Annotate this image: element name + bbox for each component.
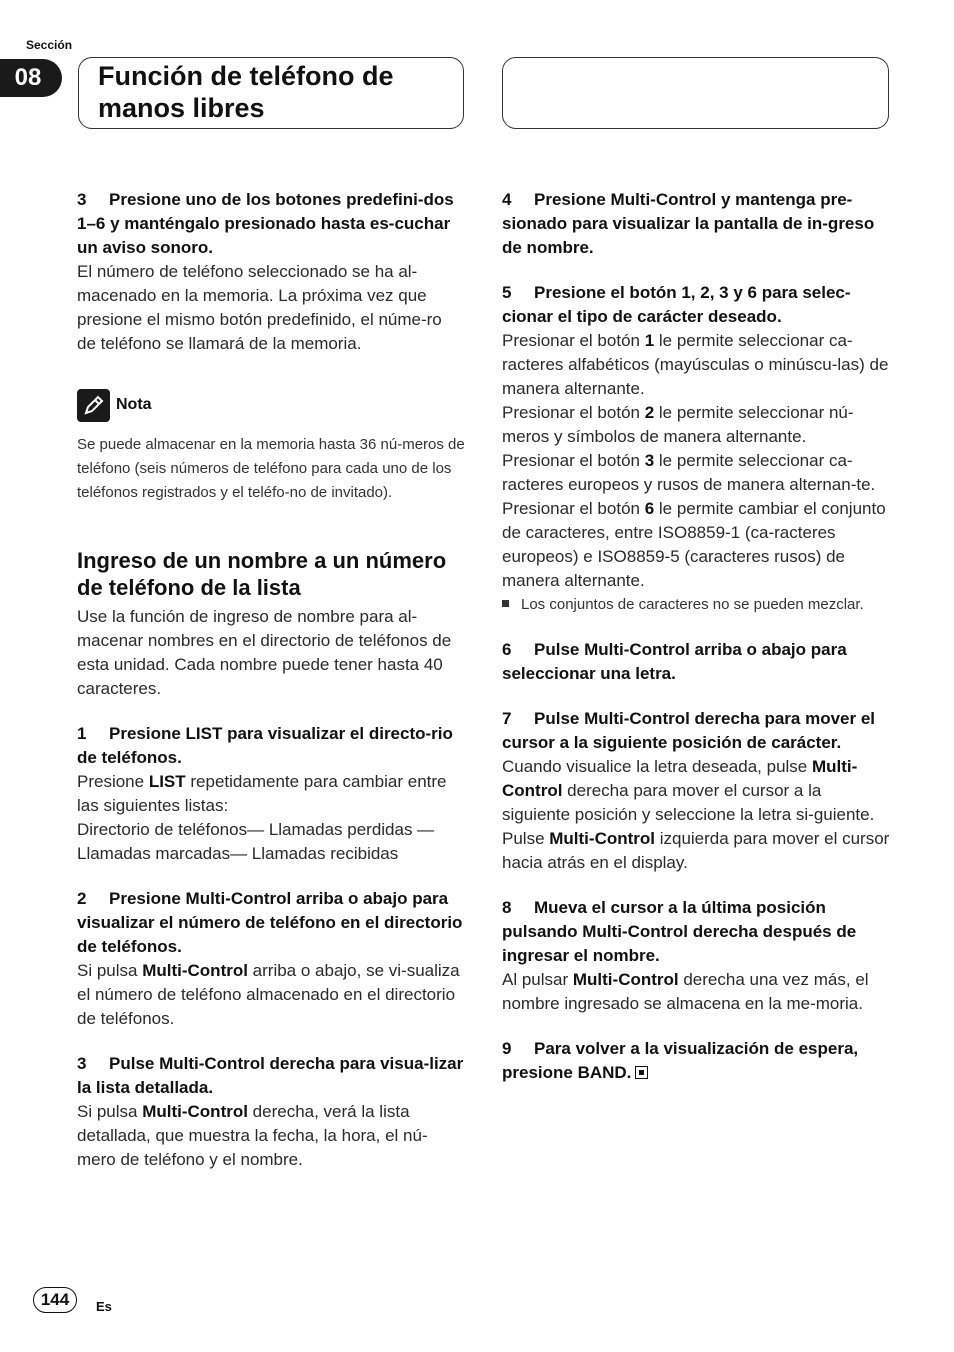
step-body: Si pulsa Multi-Control derecha, verá la lista detallada, que muestra la fecha, la hora, el nú-mero de teléfono y el nombre. <box>77 1102 428 1169</box>
bullet-square-icon <box>502 600 509 607</box>
step-heading-text: Mueva el cursor a la última posición pulsando Multi-Control derecha después de ingresar el nombre. <box>502 898 857 965</box>
step-body: Si pulsa Multi-Control arriba o abajo, se vi-sualiza el número de teléfono almacenado en el directorio de teléfonos. <box>77 961 460 1028</box>
step-number: 3 <box>77 1054 87 1073</box>
end-of-section-icon <box>635 1066 648 1079</box>
step-heading <box>502 281 890 329</box>
step-body: Al pulsar Multi-Control derecha una vez más, el nombre ingresado se almacena en la me-moria. <box>502 970 869 1013</box>
bullet-note: Los conjuntos de caracteres no se pueden mezclar. <box>502 593 890 617</box>
step-body: Presionar el botón 2 le permite seleccionar nú-meros y símbolos de manera alternante. <box>502 403 854 446</box>
step-number: 5 <box>502 283 512 302</box>
step-heading-text: Presione uno de los botones predefini-dos 1–6 y manténgalo presionado hasta es-cuchar un aviso sonoro. <box>77 190 454 257</box>
step-number: 4 <box>502 190 512 209</box>
step-heading-text: Pulse Multi-Control derecha para visua-lizar la lista detallada. <box>77 1054 464 1097</box>
step-heading <box>502 188 890 260</box>
step-body: Presionar el botón 6 le permite cambiar el conjunto de caracteres, entre ISO8859-1 (ca-racteres europeos) e ISO8859-5 (caracteres rusos) de manera alternante. <box>502 499 886 590</box>
step-heading <box>502 896 890 968</box>
step-heading-text: Para volver a la visualización de espera, presione BAND. <box>502 1039 859 1082</box>
step-heading-text: Pulse Multi-Control arriba o abajo para seleccionar una letra. <box>502 640 847 683</box>
step-heading <box>77 887 465 959</box>
step-heading <box>77 722 465 770</box>
section-subheading: Ingreso de un nombre a un número de teléfono de la lista <box>77 548 447 600</box>
step-heading <box>77 188 465 260</box>
step-heading <box>77 1052 465 1100</box>
step-number: 6 <box>502 640 512 659</box>
language-code: Es <box>96 1299 112 1314</box>
chapter-title-line2: manos libres <box>98 93 265 123</box>
step-body: El número de teléfono seleccionado se ha al-macenado en la memoria. La próxima vez que presione el mismo botón predefinido, el núme-ro de teléfono se llamará de la memoria. <box>77 262 442 353</box>
note-title: Nota <box>116 396 152 413</box>
left-column <box>77 188 465 1172</box>
step-number: 3 <box>77 190 87 209</box>
step-heading <box>502 1037 890 1085</box>
step-heading-text: Presione Multi-Control y mantenga pre-sionado para visualizar la pantalla de in-greso de nombre. <box>502 190 875 257</box>
step-body: Presione LIST repetidamente para cambiar entre las siguientes listas: <box>77 772 447 815</box>
intro-paragraph: Use la función de ingreso de nombre para al-macenar nombres en el directorio de teléfonos de esta unidad. Cada nombre puede tener hasta 40 caracteres. <box>77 607 452 698</box>
step-heading-text: Presione el botón 1, 2, 3 y 6 para selec-cionar el tipo de carácter deseado. <box>502 283 851 326</box>
step-heading-text: Presione LIST para visualizar el directo-rio de teléfonos. <box>77 724 453 767</box>
step-body: Cuando visualice la letra deseada, pulse Multi-Control derecha para mover el cursor a la siguiente posición y seleccione la letra si-guiente. Pulse Multi-Control izquierda para mover el cursor hacia atrás en el display. <box>502 757 890 872</box>
note-header <box>77 387 465 423</box>
section-number-tab: 08 <box>0 59 62 97</box>
step-number: 1 <box>77 724 87 743</box>
chapter-title-box <box>78 57 464 129</box>
note-body: Se puede almacenar en la memoria hasta 36 nú-meros de teléfono (seis números de teléfono para cada uno de los teléfonos registrados y el teléfo-no de invitado). <box>77 436 465 501</box>
step-body: Presionar el botón 3 le permite seleccionar ca-racteres europeos y rusos de manera alternan-te. <box>502 451 876 494</box>
step-heading-text: Pulse Multi-Control derecha para mover el cursor a la siguiente posición de carácter. <box>502 709 876 752</box>
pencil-note-icon <box>77 389 110 422</box>
step-heading <box>502 707 890 755</box>
chapter-title-line1: Función de teléfono de <box>98 61 394 91</box>
step-number: 7 <box>502 709 512 728</box>
header-empty-box <box>502 57 889 129</box>
step-heading-text: Presione Multi-Control arriba o abajo para visualizar el número de teléfono en el directorio de teléfonos. <box>77 889 463 956</box>
step-number: 8 <box>502 898 512 917</box>
right-column <box>502 188 890 1085</box>
step-body: Presionar el botón 1 le permite seleccionar ca-racteres alfabéticos (mayúsculas o minúscu-las) de manera alternante. <box>502 331 889 398</box>
page-number: 144 <box>33 1287 77 1313</box>
step-number: 9 <box>502 1039 512 1058</box>
step-body-list: Directorio de teléfonos— Llamadas perdidas — Llamadas marcadas— Llamadas recibidas <box>77 820 435 863</box>
section-label: Sección <box>26 38 73 52</box>
step-heading <box>502 638 890 686</box>
step-number: 2 <box>77 889 87 908</box>
